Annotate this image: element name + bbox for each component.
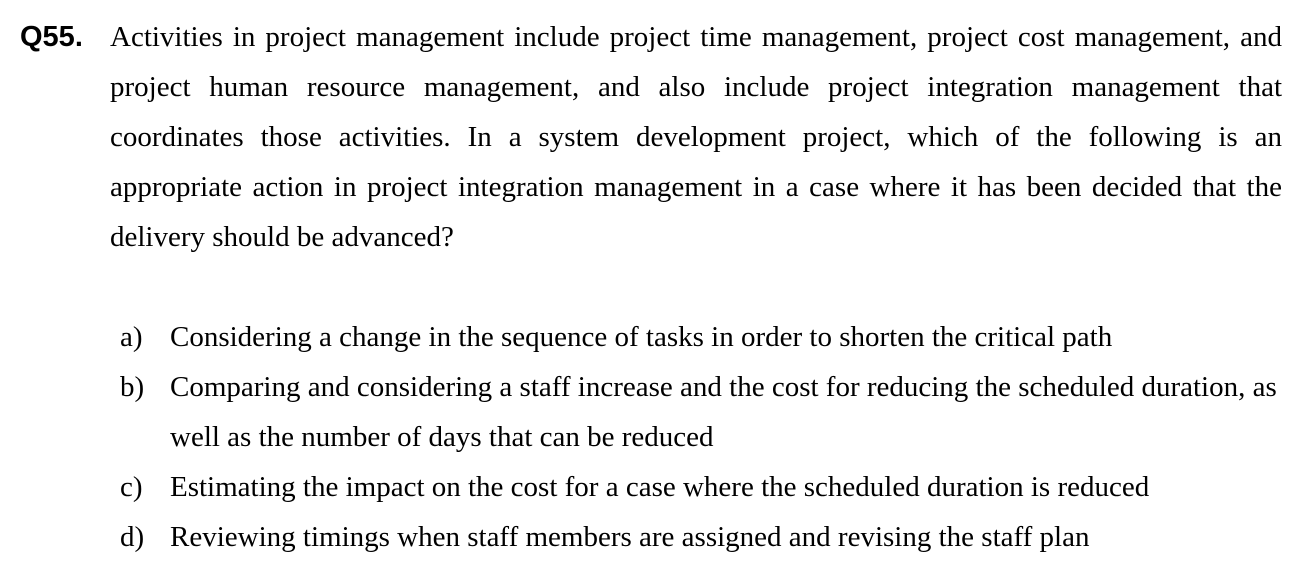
option-letter-c: c) <box>120 471 143 503</box>
option-letter-b: b) <box>120 371 145 403</box>
option-letter-d: d) <box>120 521 145 553</box>
option-text-a: Considering a change in the sequence of tasks in order to shorten the critical path <box>170 321 1113 353</box>
option-row-d <box>120 512 1298 562</box>
option-letter-a: a) <box>120 321 143 353</box>
option-text-b: Comparing and considering a staff increase and the cost for reducing the scheduled duration, as well as the number of days that can be reduced <box>170 371 1277 453</box>
option-text-c: Estimating the impact on the cost for a case where the scheduled duration is reduced <box>170 471 1150 503</box>
option-text-d: Reviewing timings when staff members are assigned and revising the staff plan <box>170 521 1090 553</box>
question-number: Q55. <box>20 21 83 53</box>
options-list <box>120 312 1298 562</box>
option-row-a <box>120 312 1298 362</box>
option-row-c <box>120 462 1298 512</box>
question-text: Activities in project management include project time management, project cost management, and project human resource management, and also include project integration management that coordinates those activities. In a system development project, which of the following is an appropriate action in project integration management in a case where it has been decided that the delivery should be advanced? <box>110 21 1282 253</box>
option-row-b <box>120 362 1298 462</box>
question-block <box>0 0 1298 262</box>
